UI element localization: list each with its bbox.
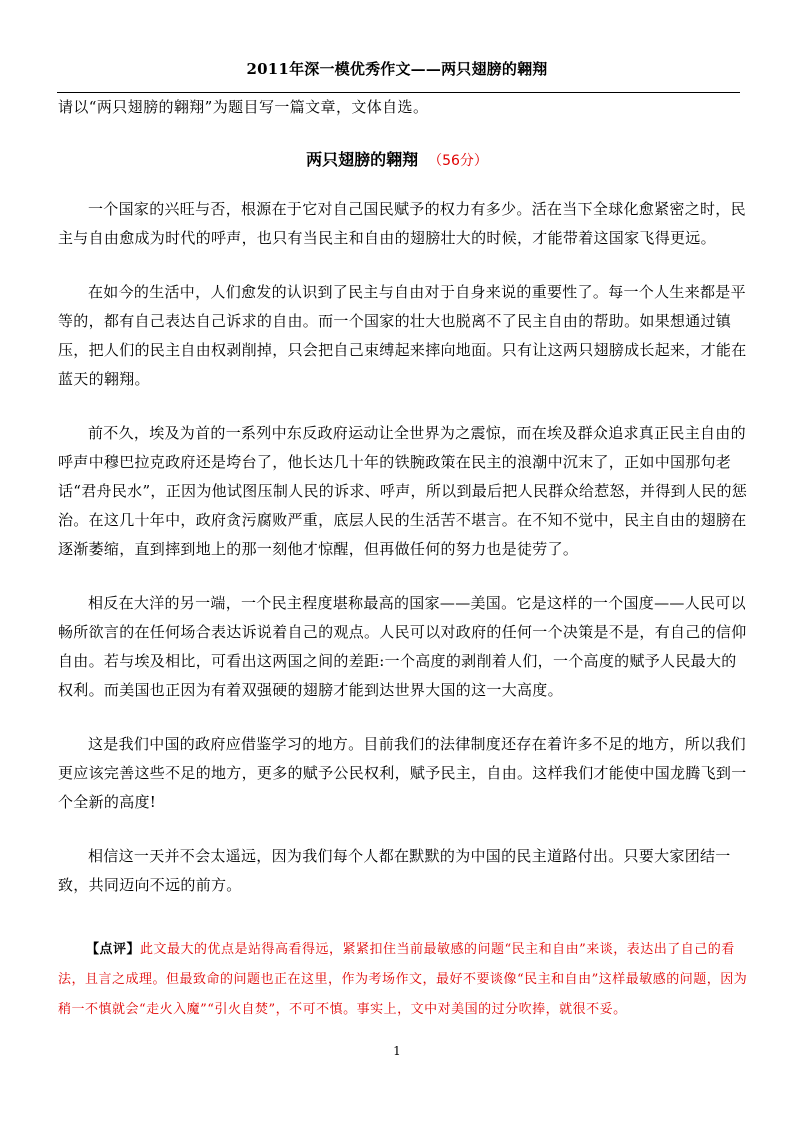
essay-paragraph: 在如今的生活中，人们愈发的认识到了民主与自由对于自身来说的重要性了。每一个人生来都是平等的，都有自己表达自己诉求的自由。而一个国家的壮大也脱离不了民主自由的帮助。如果想通过镇压，把人们的民主自由权剥削掉，只会把自己束缚起来摔向地面。只有让这两只翅膀成长起来，才能在蓝天的翱翔。 [58,283,747,388]
essay-paragraph: 相反在大洋的另一端，一个民主程度堪称最高的国家——美国。它是这样的一个国度——人民可以畅所欲言的在任何场合表达诉说着自己的观点。人民可以对政府的任何一个决策是不是，有自己的信仰自由。若与埃及相比，可看出这两国之间的差距:一个高度的剥削着人们，一个高度的赋予人民最大的权利。而美国也正因为有着双强硬的翅膀才能到达世界大国的这一大高度。 [58,594,747,699]
essay-prompt: 请以“两只翅膀的翱翔”为题目写一篇文章，文体自选。 [58,98,429,116]
header-divider [57,92,740,93]
page-number: 1 [393,1044,401,1058]
review-text: 此文最大的优点是站得高看得远，紧紧扣住当前最敏感的问题“民主和自由”来谈，表达出了自己的看法，且言之成理。但最致命的问题也正在这里，作为考场作文，最好不要谈像“民主和自由”这样最敏感的问题，因为稍一不慎就会“走火入魔”“引火自焚”，不可不慎。事实上，文中对美国的过分吹捧，就很不妥。 [58,942,748,1017]
essay-paragraph: 这是我们中国的政府应借鉴学习的地方。目前我们的法律制度还存在着许多不足的地方，所以我们更应该完善这些不足的地方，更多的赋予公民权利，赋予民主，自由。这样我们才能使中国龙腾飞到一个全新的高度! [58,735,747,811]
essay-score: （56分） [428,153,488,169]
essay-paragraph: 相信这一天并不会太遥远，因为我们每个人都在默默的为中国的民主道路付出。只要大家团结一致，共同迈向不远的前方。 [58,847,731,894]
review-label: 【点评】 [86,942,141,957]
essay-paragraph: 一个国家的兴旺与否，根源在于它对自己国民赋予的权力有多少。活在当下全球化愈紧密之时，民主与自由愈成为时代的呼声，也只有当民主和自由的翅膀壮大的时候，才能带着这国家飞得更远。 [58,200,746,247]
review-comment [58,935,748,1025]
essay-body [58,195,748,925]
essay-title: 两只翅膀的翱翔 [306,150,419,169]
essay-title-line [0,147,794,170]
essay-paragraph: 前不久，埃及为首的一系列中东反政府运动让全世界为之震惊，而在埃及群众追求真正民主自由的呼声中穆巴拉克政府还是垮台了，他长达几十年的铁腕政策在民主的浪潮中沉末了，正如中国那句老话“君舟民水”，正因为他试图压制人民的诉求、呼声，所以到最后把人民群众给惹怒，并得到人民的惩治。在这几十年中，政府贪污腐败严重，底层人民的生活苦不堪言。在不知不觉中，民主自由的翅膀在逐渐萎缩，直到摔到地上的那一刻他才惊醒，但再做任何的努力也是徒劳了。 [58,424,748,558]
document-header-title: 2011年深一模优秀作文——两只翅膀的翱翔 [246,60,548,78]
